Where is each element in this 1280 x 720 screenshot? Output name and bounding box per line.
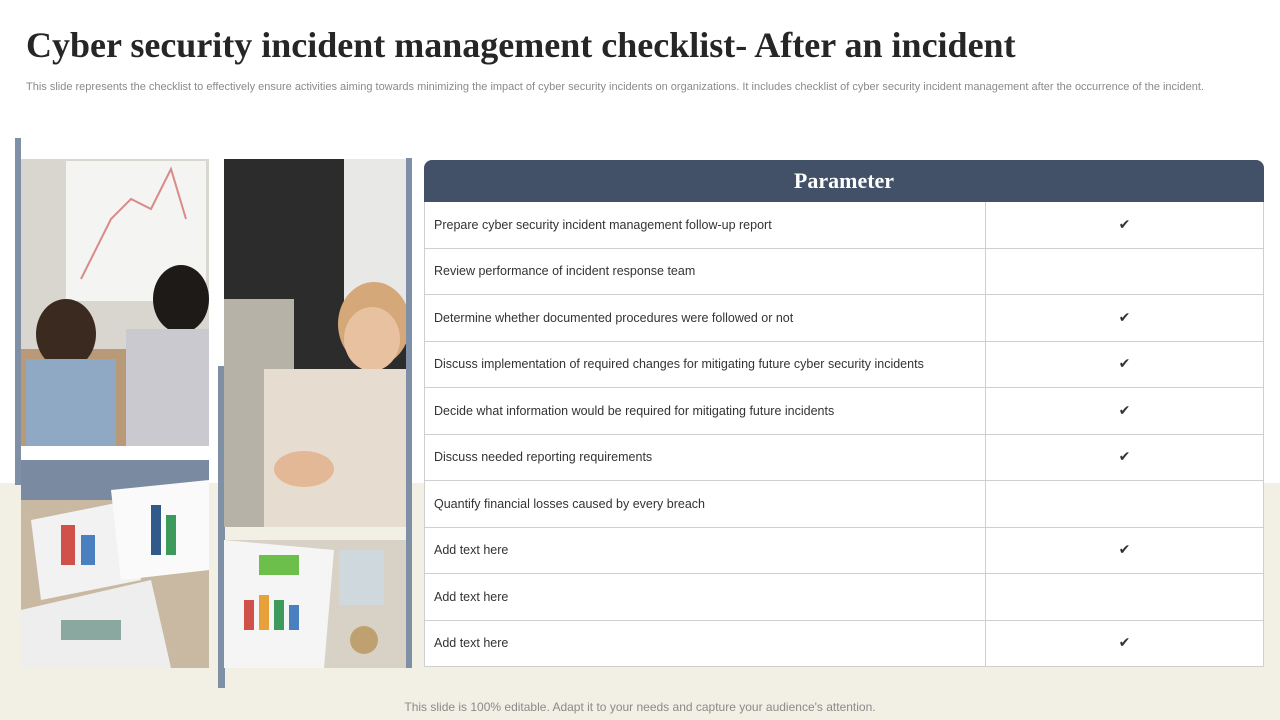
table-row bbox=[425, 295, 1263, 342]
documents-photo-bottom-left bbox=[21, 460, 209, 668]
table-row bbox=[425, 528, 1263, 575]
row-label: Review performance of incident response team bbox=[425, 249, 986, 295]
check-mark-icon: ✔ bbox=[1118, 402, 1131, 419]
accent-bar-right bbox=[406, 158, 412, 668]
row-label: Discuss needed reporting requirements bbox=[425, 435, 986, 481]
check-mark-cell bbox=[986, 528, 1263, 574]
check-mark-icon: ✔ bbox=[1118, 309, 1131, 326]
table-row bbox=[425, 388, 1263, 435]
check-mark-cell bbox=[986, 249, 1263, 295]
table-row bbox=[425, 481, 1263, 528]
check-mark-cell bbox=[986, 435, 1263, 481]
check-mark-cell bbox=[986, 481, 1263, 527]
check-mark-cell bbox=[986, 295, 1263, 341]
team-meeting-photo-top-left bbox=[21, 159, 209, 446]
table-row bbox=[425, 202, 1263, 249]
checklist-table bbox=[424, 160, 1264, 667]
table-row bbox=[425, 574, 1263, 621]
table-header bbox=[424, 160, 1264, 202]
table-row bbox=[425, 621, 1263, 668]
documents-photo-bottom-right bbox=[224, 540, 406, 668]
check-mark-cell bbox=[986, 621, 1263, 667]
check-mark-cell bbox=[986, 388, 1263, 434]
row-label: Decide what information would be required for mitigating future incidents bbox=[425, 388, 986, 434]
team-meeting-photo-top-right bbox=[224, 159, 406, 527]
row-label: Add text here bbox=[425, 528, 986, 574]
row-label: Determine whether documented procedures were followed or not bbox=[425, 295, 986, 341]
table-row bbox=[425, 342, 1263, 389]
check-mark-icon: ✔ bbox=[1118, 635, 1131, 652]
slide-title: Cyber security incident management checklist- After an incident bbox=[26, 25, 1016, 65]
row-label: Add text here bbox=[425, 621, 986, 667]
check-mark-cell bbox=[986, 202, 1263, 248]
table-header-label: Parameter bbox=[793, 168, 895, 193]
row-label: Discuss implementation of required changes for mitigating future cyber security incidents bbox=[425, 342, 986, 388]
check-mark-cell bbox=[986, 574, 1263, 620]
table-rows bbox=[424, 202, 1264, 667]
table-row bbox=[425, 435, 1263, 482]
check-mark-icon: ✔ bbox=[1118, 449, 1131, 466]
check-mark-icon: ✔ bbox=[1118, 216, 1131, 233]
row-label: Add text here bbox=[425, 574, 986, 620]
slide-subtitle: This slide represents the checklist to effectively ensure activities aiming towards minimizing the impact of cyber security incidents on organizations. It includes checklist of cyber security incident management after the occurrence of the incident. bbox=[26, 81, 1204, 93]
check-mark-icon: ✔ bbox=[1118, 356, 1131, 373]
table-row bbox=[425, 249, 1263, 296]
row-label: Quantify financial losses caused by every breach bbox=[425, 481, 986, 527]
check-mark-cell bbox=[986, 342, 1263, 388]
check-mark-icon: ✔ bbox=[1118, 542, 1131, 559]
row-label: Prepare cyber security incident management follow-up report bbox=[425, 202, 986, 248]
slide-footer: This slide is 100% editable. Adapt it to your needs and capture your audience's attention. bbox=[404, 700, 876, 714]
